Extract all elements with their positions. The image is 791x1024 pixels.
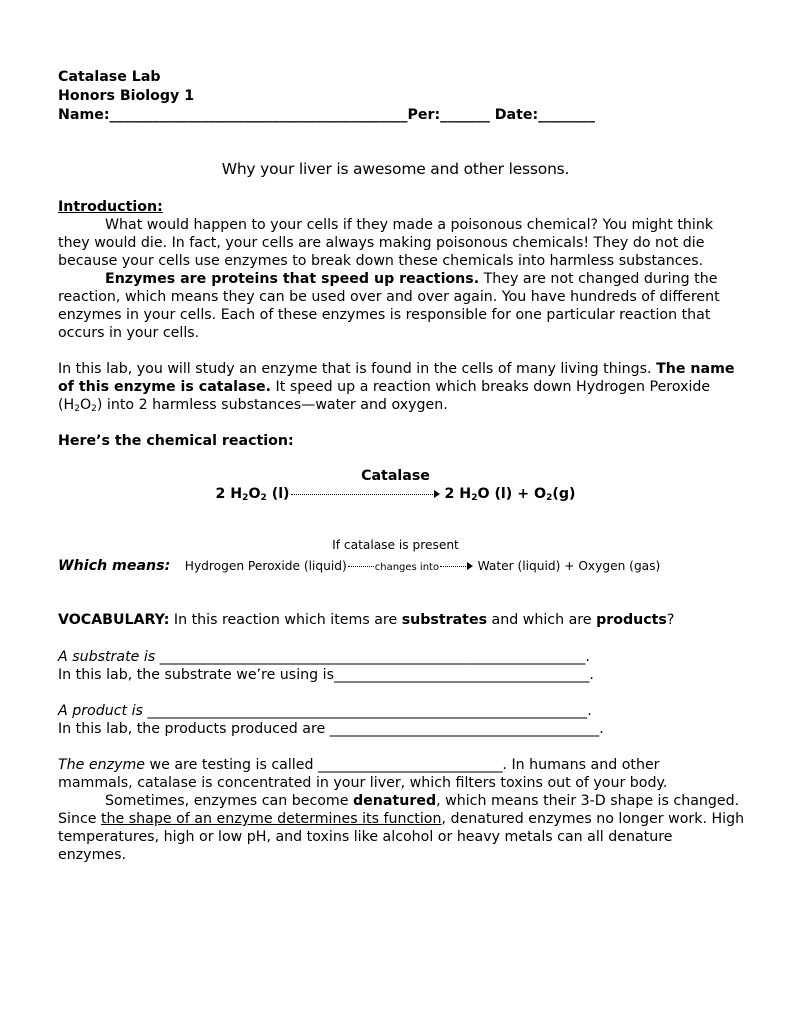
course-name: Honors Biology 1: [58, 88, 195, 104]
eq-left-sub2: 2: [260, 493, 267, 503]
reaction-arrow-icon: [434, 490, 440, 498]
enzyme-para-line2: mammals, catalase is concentrated in your liver, which filters toxins out of your body.: [58, 775, 668, 791]
denatured-word: denatured: [352, 793, 437, 809]
enzyme-para-line4-rest: , denatured enzymes no longer work. High: [441, 811, 745, 827]
h2o2-h: (H: [58, 397, 75, 413]
denature-line-rest: , which means their 3-D shape is changed.: [436, 793, 740, 809]
date-label: Date:: [494, 107, 539, 123]
intro-p2-line1: [105, 270, 717, 288]
reaction-dotted-line: [291, 494, 433, 495]
denature-line-start: Sometimes, enzymes can become: [105, 793, 353, 809]
word-eq-dots-1: [348, 566, 374, 567]
enzyme-para-line3: [105, 792, 739, 810]
product-lab-label: In this lab, the products produced are: [58, 721, 326, 737]
enzyme-para-line1-rest[interactable]: we are testing is called __________________________. In humans and other: [145, 757, 660, 773]
vocab-substrates-word: substrates: [401, 612, 488, 628]
substrate-lab-label: In this lab, the substrate we’re using is: [58, 667, 334, 683]
vocab-products-word: products: [596, 612, 667, 628]
reaction-condition: If catalase is present: [332, 538, 459, 552]
catalase-para-line3-rest: ) into 2 harmless substances—water and oxygen.: [96, 397, 448, 413]
substrate-label: A substrate is: [58, 649, 156, 665]
product-lab-field[interactable]: ______________________________________.: [325, 721, 604, 737]
word-eq-arrow-icon: [467, 562, 473, 570]
vocab-q-mid: and which are: [487, 612, 597, 628]
name-label: Name:: [58, 107, 110, 123]
eq-right-h: 2 H: [444, 486, 472, 502]
catalase-para-line2-rest: It speed up a reaction which breaks down Hydrogen Peroxide: [271, 379, 711, 395]
eq-left-state: (l): [266, 486, 290, 502]
word-eq-right: Water (liquid) + Oxygen (gas): [477, 559, 661, 573]
student-info-line: [58, 106, 595, 124]
product-label: A product is: [58, 703, 143, 719]
intro-p2-line1-rest: They are not changed during the: [479, 271, 718, 287]
substrate-lab-field[interactable]: ____________________________________.: [333, 667, 594, 683]
eq-right-state: (g): [552, 486, 576, 502]
lab-title: Catalase Lab: [58, 69, 161, 85]
eq-left-o: O: [248, 486, 261, 502]
word-equation-line: [58, 557, 660, 577]
catalase-para-line1-start: In this lab, you will study an enzyme that is found in the cells of many living things.: [58, 361, 657, 377]
catalase-name-bold-2: of this enzyme is catalase.: [58, 379, 272, 395]
word-eq-changes-into: changes into: [374, 562, 440, 573]
product-definition-field[interactable]: ______________________________________________________________.: [142, 703, 592, 719]
eq-right-sub1: 2: [471, 493, 478, 503]
enzyme-italic: The enzyme: [58, 757, 146, 773]
catalase-para-line3: [58, 396, 448, 414]
reaction-heading: Here’s the chemical reaction:: [58, 433, 294, 449]
period-label: Per:: [407, 107, 441, 123]
eq-left-h: 2 H: [215, 486, 243, 502]
catalase-para-line1: [58, 360, 734, 378]
worksheet-title: Why your liver is awesome and other lessons.: [221, 160, 570, 178]
substrate-definition-line: [58, 648, 590, 666]
since-word: Since: [58, 811, 101, 827]
intro-p2-line2: reaction, which means they can be used over and over again. You have hundreds of different: [58, 289, 720, 305]
substrate-lab-line: [58, 666, 594, 684]
intro-p1-line3: because your cells use enzymes to break down these chemicals into harmless substances.: [58, 253, 704, 269]
vocab-question: [58, 611, 674, 629]
product-lab-line: [58, 720, 604, 738]
intro-heading: Introduction:: [58, 199, 163, 215]
enzyme-para-line1: [58, 756, 660, 774]
which-means-label: Which means:: [58, 558, 171, 574]
vocab-q-start: In this reaction which items are: [169, 612, 402, 628]
eq-right-mid: O (l) + O: [477, 486, 547, 502]
reaction-enzyme-label: Catalase: [361, 468, 430, 484]
enzyme-para-line5: temperatures, high or low pH, and toxins like alcohol or heavy metals can all denature: [58, 829, 673, 845]
h2o2-sub1: 2: [74, 404, 80, 414]
h2o2-sub2: 2: [91, 404, 97, 414]
date-field[interactable]: ________: [538, 107, 595, 123]
intro-p1-line1: What would happen to your cells if they made a poisonous chemical? You might think: [105, 217, 714, 233]
chemical-equation: [0, 486, 791, 502]
substrate-definition-field[interactable]: ____________________________________________________________.: [155, 649, 590, 665]
enzyme-definition: Enzymes are proteins that speed up reactions.: [105, 271, 480, 287]
catalase-name-bold-1: The name: [656, 361, 735, 377]
vocab-label: VOCABULARY:: [58, 612, 170, 628]
eq-left-sub1: 2: [242, 493, 249, 503]
word-eq-left: Hydrogen Peroxide (liquid): [184, 559, 347, 573]
catalase-para-line2: [58, 378, 710, 396]
eq-right-sub2: 2: [546, 493, 553, 503]
period-field[interactable]: _______: [440, 107, 490, 123]
enzyme-para-line4: [58, 810, 744, 828]
shape-function-underlined: the shape of an enzyme determines its function: [100, 811, 442, 827]
intro-p2-line4: occurs in your cells.: [58, 325, 200, 341]
product-definition-line: [58, 702, 592, 720]
enzyme-para-line6: enzymes.: [58, 847, 127, 863]
intro-p2-line3: enzymes in your cells. Each of these enzymes is responsible for one particular reaction that: [58, 307, 711, 323]
word-eq-dots-2: [440, 566, 466, 567]
name-field[interactable]: __________________________________________: [109, 107, 408, 123]
h2o2-o: O: [79, 397, 92, 413]
intro-p1-line2: they would die. In fact, your cells are always making poisonous chemicals! They do not die: [58, 235, 705, 251]
vocab-q-end: ?: [666, 612, 675, 628]
